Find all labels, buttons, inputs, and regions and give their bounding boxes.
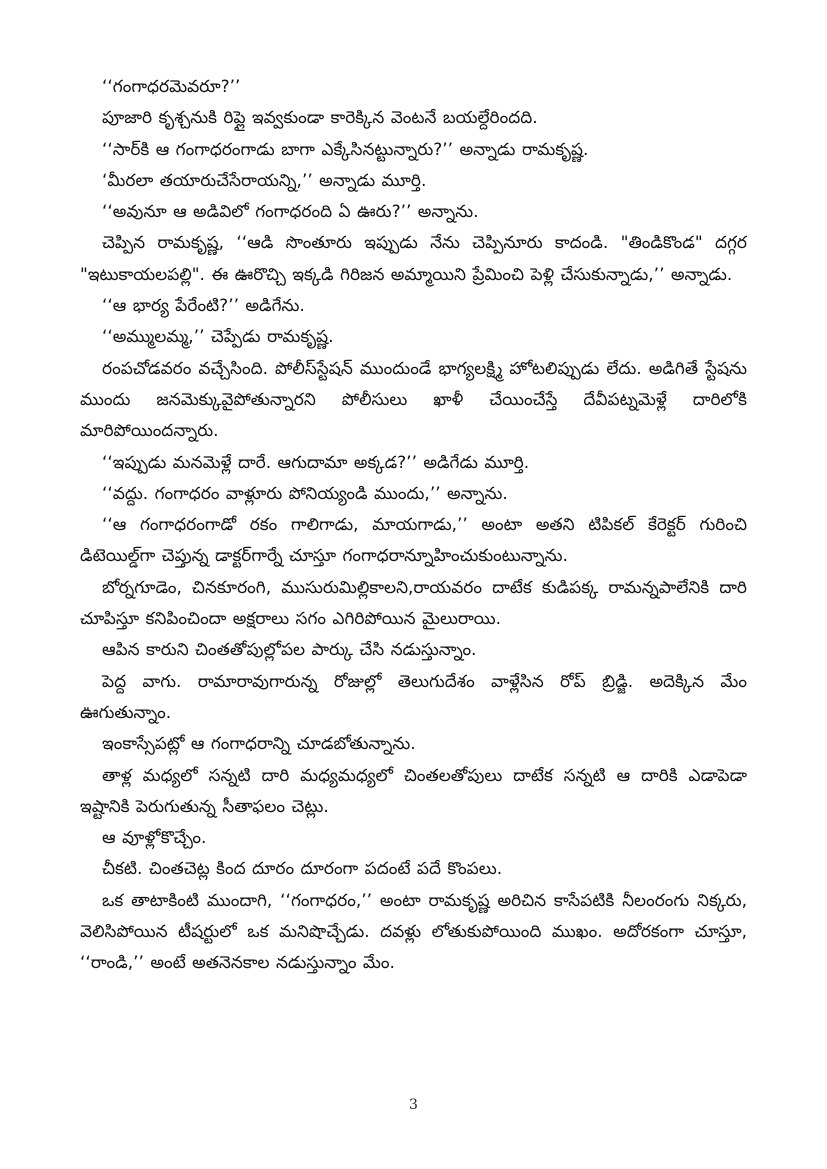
paragraph: చీకటి. చింతచెట్ల కింద దూరం దూరంగా పదంటే పదే కొంపలు. xyxy=(102,859,503,880)
paragraph: ‘‘అవునూ ఆ అడివిలో గంగాధరంది ఏ ఊరు?’’ అన్నాను. xyxy=(102,202,479,223)
paragraph: ఇంకాస్సేపట్లో ఆ గంగాధరాన్ని చూడబోతున్నాను. xyxy=(102,734,416,755)
paragraph: ‘మీరలా తయారుచేసేరాయన్ని,’’ అన్నాడు మూర్తి. xyxy=(102,170,427,191)
paragraph: ‘‘ఆ గంగాధరంగాడో రకం గాలిగాడు, మాయగాడు,’’ అంటా అతని టిపికల్ కేరెక్టర్ గురించి డిటెయిల్డ్‌గా చెప్తున్న డాక్టర్‌గార్నే చూస్తూ గంగాధరాన్నూహించుకుంటున్నాను. xyxy=(80,515,747,567)
paragraph: ఆ వూళ్లోకొచ్చేం. xyxy=(102,828,207,849)
paragraph: ‘‘గంగాధరమెవరూ?’’ xyxy=(102,77,241,97)
paragraph: తాళ్ల మధ్యలో సన్నటి దారి మధ్యమధ్యలో చింతలతోపులు దాటేక సన్నటి ఆ దారికి ఎడాపెడా ఇష్టానికి పెరుగుతున్న సీతాఫలం చెట్లు. xyxy=(80,765,747,817)
paragraph: పూజారి కృశ్చనుకి రిప్లై ఇవ్వకుండా కారెక్కిన వెంటనే బయల్దేరిందది. xyxy=(102,108,538,129)
paragraph: ‘‘ఆ భార్య పేరేంటి?’’ అడిగేను. xyxy=(102,296,305,317)
body-text xyxy=(80,72,747,980)
page-number: 3 xyxy=(409,1097,418,1113)
paragraph: పెద్ద వాగు. రామారావుగారున్న రోజుల్లో తెలుగుదేశం వాళ్లేసిన రోప్ బ్రిడ్జి. అదెక్కిన మేం ఊగుతున్నాం. xyxy=(80,671,747,723)
paragraph: చెప్పిన రామకృష్ణ, ‘‘ఆడి సొంతూరు ఇప్పుడు నేను చెప్పినూరు కాదండి. "తిండికొండ" దగ్గర "ఇటుకాయలపల్లి". ఈ ఊరొచ్చి ఇక్కడి గిరిజన అమ్మాయిని ప్రేమించి పెళ్లి చేసుకున్నాడు,’’ అన్నాడు. xyxy=(80,233,747,285)
paragraph: ఒక తాటాకింటి ముందాగి, ‘‘గంగాధరం,’’ అంటా రామకృష్ణ అరిచిన కాసేపటికి నీలంరంగు నిక్కరు, వెలిసిపోయిన టీషర్టులో ఒక మనిషొచ్చేడు. దవళ్లు లోతుకుపోయింది ముఖం. అదోరకంగా చూస్తూ, ‘‘రాండి,’’ అంటే అతనెనకాల నడుస్తున్నాం మేం. xyxy=(80,890,747,974)
paragraph: ‘‘అమ్ములమ్మ,’’ చెప్పేడు రామకృష్ణ. xyxy=(102,327,334,348)
paragraph: ‘‘సార్‌కి ఆ గంగాధరంగాడు బాగా ఎక్కేసినట్టున్నారు?’’ అన్నాడు రామకృష్ణ. xyxy=(102,139,589,160)
paragraph: రంపచోడవరం వచ్చేసింది. పోలీస్‌స్టేషన్ ముందుండే భాగ్యలక్ష్మి హోటలిప్పుడు లేదు. అడిగితే స్టేషను ముందు జనమెక్కువైపోతున్నారని పోలీసులు ఖాళీ చేయించేస్తే దేవీపట్నమెళ్లే దారిలోకి మారిపోయిందన్నారు. xyxy=(80,358,747,442)
paragraph: ‘‘ఇప్పుడు మనమెళ్లే దారే. ఆగుదామా అక్కడ?’’ అడిగేడు మూర్తి. xyxy=(102,452,530,473)
paragraph: బోర్నగూడెం, చినకూరంగి, ముసురుమిల్లికాలని,రాయవరం దాటేక కుడిపక్క రామన్నపాలేనికి దారి చూపిస్తూ కనిపించిందా అక్షరాలు సగం ఎగిరిపోయిన మైలురాయి. xyxy=(80,577,747,630)
paragraph: ‘‘వద్దు. గంగాధరం వాళ్లూరు పోనియ్యండి ముందు,’’ అన్నాను. xyxy=(102,483,508,504)
paragraph: ఆపిన కారుని చింతతోపుల్లోపల పార్కు చేసి నడుస్తున్నాం. xyxy=(102,640,477,661)
